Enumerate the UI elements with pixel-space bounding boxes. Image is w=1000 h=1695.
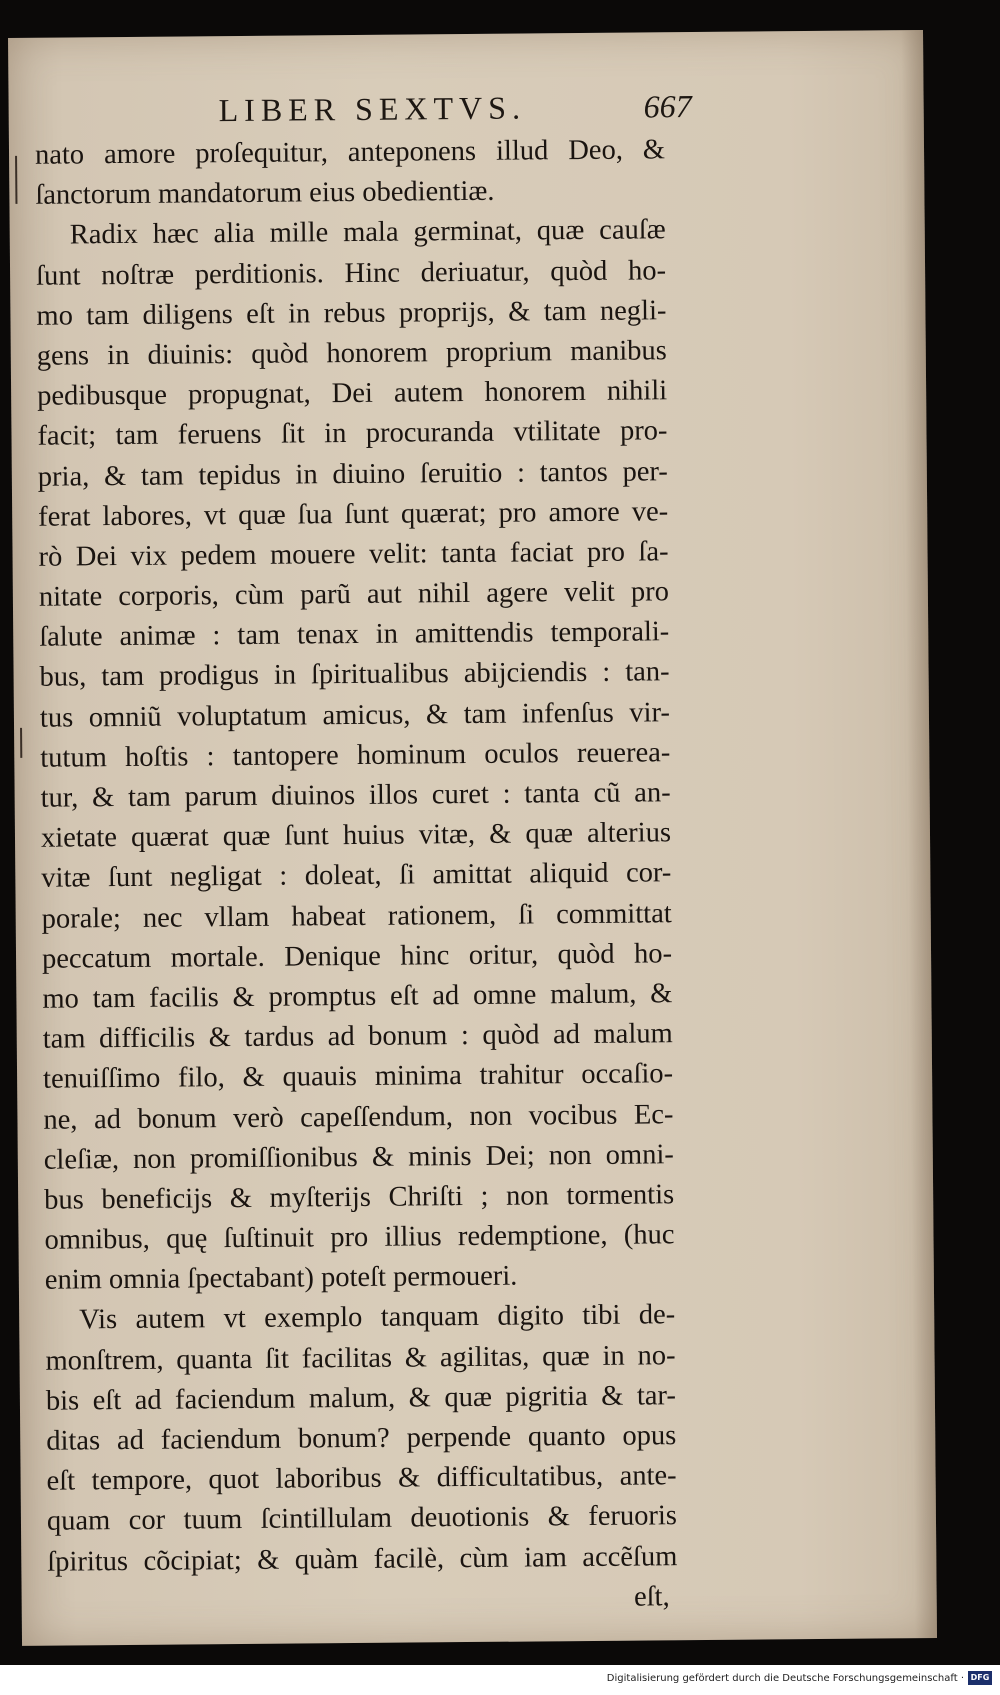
text-line: bus beneficijs & myſterijs Chriſti ; non tormentis xyxy=(44,1179,675,1216)
catchword: eſt, xyxy=(633,1581,670,1613)
text-line: ſpiritus cõcipiat; & quàm facilè, cùm iam accẽſum xyxy=(47,1540,678,1578)
text-line: mo tam facilis & promptus eſt ad omne malum, & xyxy=(42,978,673,1015)
text-line: tutum hoſtis : tantopere hominum oculos reuerea- xyxy=(40,737,671,774)
text-line: eſt tempore, quot laboribus & difficultatibus, ante- xyxy=(46,1460,677,1497)
text-line: cleſiæ, non promiſſionibus & minis Dei; non omni- xyxy=(43,1138,674,1176)
margin-mark xyxy=(20,728,22,758)
running-title: LIBER SEXTVS. xyxy=(218,89,527,129)
text-line: facit; tam feruens ſit in procuranda vtilitate pro- xyxy=(37,415,668,453)
text-line: porale; nec vllam habeat rationem, ſi committat xyxy=(41,897,672,935)
text-line: xietate quærat quæ ſunt huius vitæ, & quæ alterius xyxy=(40,817,672,854)
text-line: ſanctorum mandatorum eius obedientiæ. xyxy=(35,175,495,211)
text-line: enim omnia ſpectabant) poteſt permoueri. xyxy=(44,1260,518,1296)
text-line: peccatum mortale. Denique hinc oritur, quòd ho- xyxy=(41,937,673,975)
text-line: bis eſt ad faciendum malum, & quæ pigritia & tar- xyxy=(45,1380,677,1417)
text-line: pria, & tam tepidus in diuino ſeruitio : tantos per- xyxy=(37,455,668,493)
text-block xyxy=(35,130,678,1622)
margin-mark xyxy=(15,156,17,204)
text-line: pedibusque propugnat, Dei autem honorem nihili xyxy=(37,375,668,412)
dfg-logo-icon: DFG xyxy=(968,1671,992,1685)
text-line: nitate corporis, cùm parũ aut nihil agere velit pro xyxy=(38,576,670,613)
running-head xyxy=(9,86,924,134)
text-line: tus omniũ voluptatum amicus, & tam infenſus vir- xyxy=(39,696,671,734)
text-line: Vis autem vt exemplo tanquam digito tibi de- xyxy=(79,1299,676,1336)
text-line: nato amore proſequitur, anteponens illud Deo, & xyxy=(34,134,666,171)
text-line: vitæ ſunt negligat : doleat, ſi amittat aliquid cor- xyxy=(41,857,672,895)
funding-credit: Digitalisierung gefördert durch die Deutsche Forschungsgemeinschaft · xyxy=(606,1673,964,1684)
text-line: ferat labores, vt quæ ſua ſunt quærat; pro amore ve- xyxy=(38,495,669,533)
text-line: quam cor tuum ſcintillulam deuotionis & feruoris xyxy=(46,1500,678,1538)
book-page xyxy=(8,30,937,1646)
text-line: omnibus, quę ſuſtinuit pro illius redemptione, (huc xyxy=(44,1219,675,1256)
text-line: ſalute animæ : tam tenax in amittendis temporali- xyxy=(39,616,670,653)
text-line: ſunt noſtræ perditionis. Hinc deriuatur, quòd ho- xyxy=(35,254,667,292)
text-line: monſtrem, quanta ſit facilitas & agilitas, quæ in no- xyxy=(45,1339,676,1377)
text-line: Radix hæc alia mille mala germinat, quæ cauſæ xyxy=(69,214,666,251)
text-line: tur, & tam parum diuinos illos curet : tanta cũ an- xyxy=(40,777,671,814)
text-line: tenuiſſimo filo, & quauis minima trahitur occaſio- xyxy=(42,1058,674,1096)
text-line: ditas ad faciendum bonum? perpende quanto opus xyxy=(46,1420,677,1457)
text-line: tam difficilis & tardus ad bonum : quòd ad malum xyxy=(42,1018,673,1055)
text-line: rò Dei vix pedem mouere velit: tanta faciat pro ſa- xyxy=(38,536,669,573)
text-line: mo tam diligens eſt in rebus proprijs, & tam negli- xyxy=(36,295,667,332)
footer-bar xyxy=(0,1665,1000,1695)
text-line: gens in diuinis: quòd honorem proprium manibus xyxy=(36,335,667,372)
page-number: 667 xyxy=(643,88,692,125)
text-line: bus, tam prodigus in ſpiritualibus abijciendis : tan- xyxy=(39,656,670,694)
text-line: ne, ad bonum verò capeſſendum, non vocibus Ec- xyxy=(43,1098,674,1136)
